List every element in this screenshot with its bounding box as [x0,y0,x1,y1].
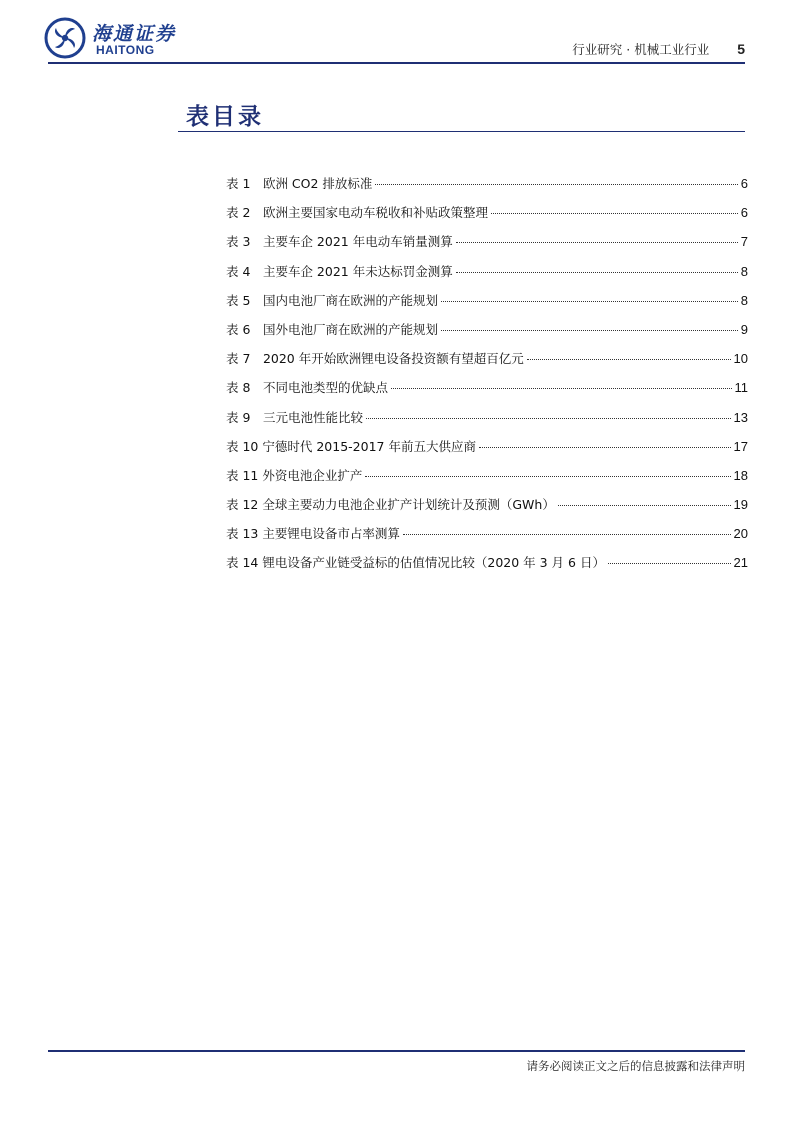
toc-leader-dots [479,447,731,448]
toc-entry-title: 主要车企 2021 年电动车销量测算 [262,234,453,250]
toc-entry-page: 13 [733,409,748,425]
toc-entry-title: 主要锂电设备市占率测算 [262,526,400,542]
toc-entry-page: 8 [740,263,748,279]
toc-leader-dots [441,301,738,302]
toc-entry-title: 不同电池类型的优缺点 [262,380,388,396]
toc-entry[interactable] [226,262,748,291]
haitong-logo-icon [44,17,86,59]
toc-leader-dots [391,388,732,389]
toc-entry-page: 17 [733,438,748,454]
toc-entry-title: 国内电池厂商在欧洲的产能规划 [262,292,438,308]
toc-entry-title: 三元电池性能比较 [262,409,363,425]
header-divider [48,62,745,64]
toc-leader-dots [456,272,738,273]
toc-entry-page: 8 [740,292,748,308]
toc-entry[interactable] [226,291,748,320]
toc-leader-dots [375,184,737,185]
toc-entry[interactable] [226,232,748,261]
toc-entry-title: 全球主要动力电池企业扩产计划统计及预测（GWh） [262,497,555,513]
toc-entry-page: 19 [733,497,748,513]
toc-leader-dots [527,359,731,360]
haitong-logo [44,17,264,61]
toc-entry[interactable] [226,408,748,437]
logo-chinese-text: 海通证券 [92,23,177,45]
toc-entry-label: 表 3 [226,234,251,250]
toc-entry-label: 表 1 [226,176,251,191]
toc-entry[interactable] [226,203,748,232]
footer-disclaimer: 请务必阅读正文之后的信息披露和法律声明 [526,1059,745,1073]
page-header [0,0,793,70]
header-section-info [572,40,745,58]
toc-entry-page: 20 [733,526,748,542]
toc-entry-title: 国外电池厂商在欧洲的产能规划 [262,321,438,337]
header-section-label: 行业研究 · 机械工业行业 [572,42,710,57]
toc-title: 表目录 [186,103,264,130]
toc-entry-title: 欧洲 CO2 排放标准 [262,176,373,191]
toc-entry[interactable] [226,378,748,407]
toc-entry-label: 表 2 [226,205,251,221]
page-number: 5 [737,41,745,57]
toc-entry[interactable] [226,349,748,378]
toc-entry-page: 18 [733,467,748,483]
toc-entry-page: 7 [740,234,748,250]
logo-english-text: HAITONG [96,43,155,57]
toc-leader-dots [456,242,738,243]
toc-entry-label: 表 5 [226,292,251,308]
toc-entry[interactable] [226,495,748,524]
table-of-contents-list [226,174,748,583]
toc-entry-label: 表 7 [226,351,251,367]
toc-entry-page: 9 [740,321,748,337]
toc-entry-title: 外资电池企业扩产 [262,467,363,483]
toc-leader-dots [366,418,731,419]
toc-entry-page: 6 [740,176,748,191]
toc-entry-page: 21 [733,555,748,571]
toc-leader-dots [403,534,731,535]
toc-entry-page: 10 [733,351,748,367]
toc-entry-title: 锂电设备产业链受益标的估值情况比较（2020 年 3 月 6 日） [262,555,605,571]
toc-leader-dots [608,563,731,564]
toc-entry-label: 表 10 [226,438,259,454]
toc-entry-page: 6 [740,205,748,221]
toc-entry-title: 欧洲主要国家电动车税收和补贴政策整理 [262,205,488,221]
toc-leader-dots [441,330,738,331]
toc-entry-label: 表 6 [226,321,251,337]
toc-entry-label: 表 9 [226,409,251,425]
toc-entry-label: 表 14 [226,555,259,571]
toc-entry[interactable] [226,437,748,466]
toc-entry-label: 表 8 [226,380,251,396]
toc-entry[interactable] [226,466,748,495]
footer-divider [48,1050,745,1052]
toc-entry-label: 表 11 [226,467,259,483]
toc-leader-dots [558,505,731,506]
toc-entry[interactable] [226,524,748,553]
toc-entry-page: 11 [734,380,748,396]
toc-entry-title: 主要车企 2021 年未达标罚金测算 [262,263,453,279]
toc-entry-title: 2020 年开始欧洲锂电设备投资额有望超百亿元 [262,351,524,367]
toc-entry-label: 表 4 [226,263,251,279]
toc-entry-label: 表 13 [226,526,259,542]
toc-entry-label: 表 12 [226,497,259,513]
toc-entry[interactable] [226,553,748,582]
toc-entry[interactable] [226,320,748,349]
title-divider [178,131,745,132]
toc-leader-dots [365,476,730,477]
toc-entry[interactable] [226,174,748,203]
toc-entry-title: 宁德时代 2015-2017 年前五大供应商 [262,438,476,454]
toc-leader-dots [491,213,738,214]
